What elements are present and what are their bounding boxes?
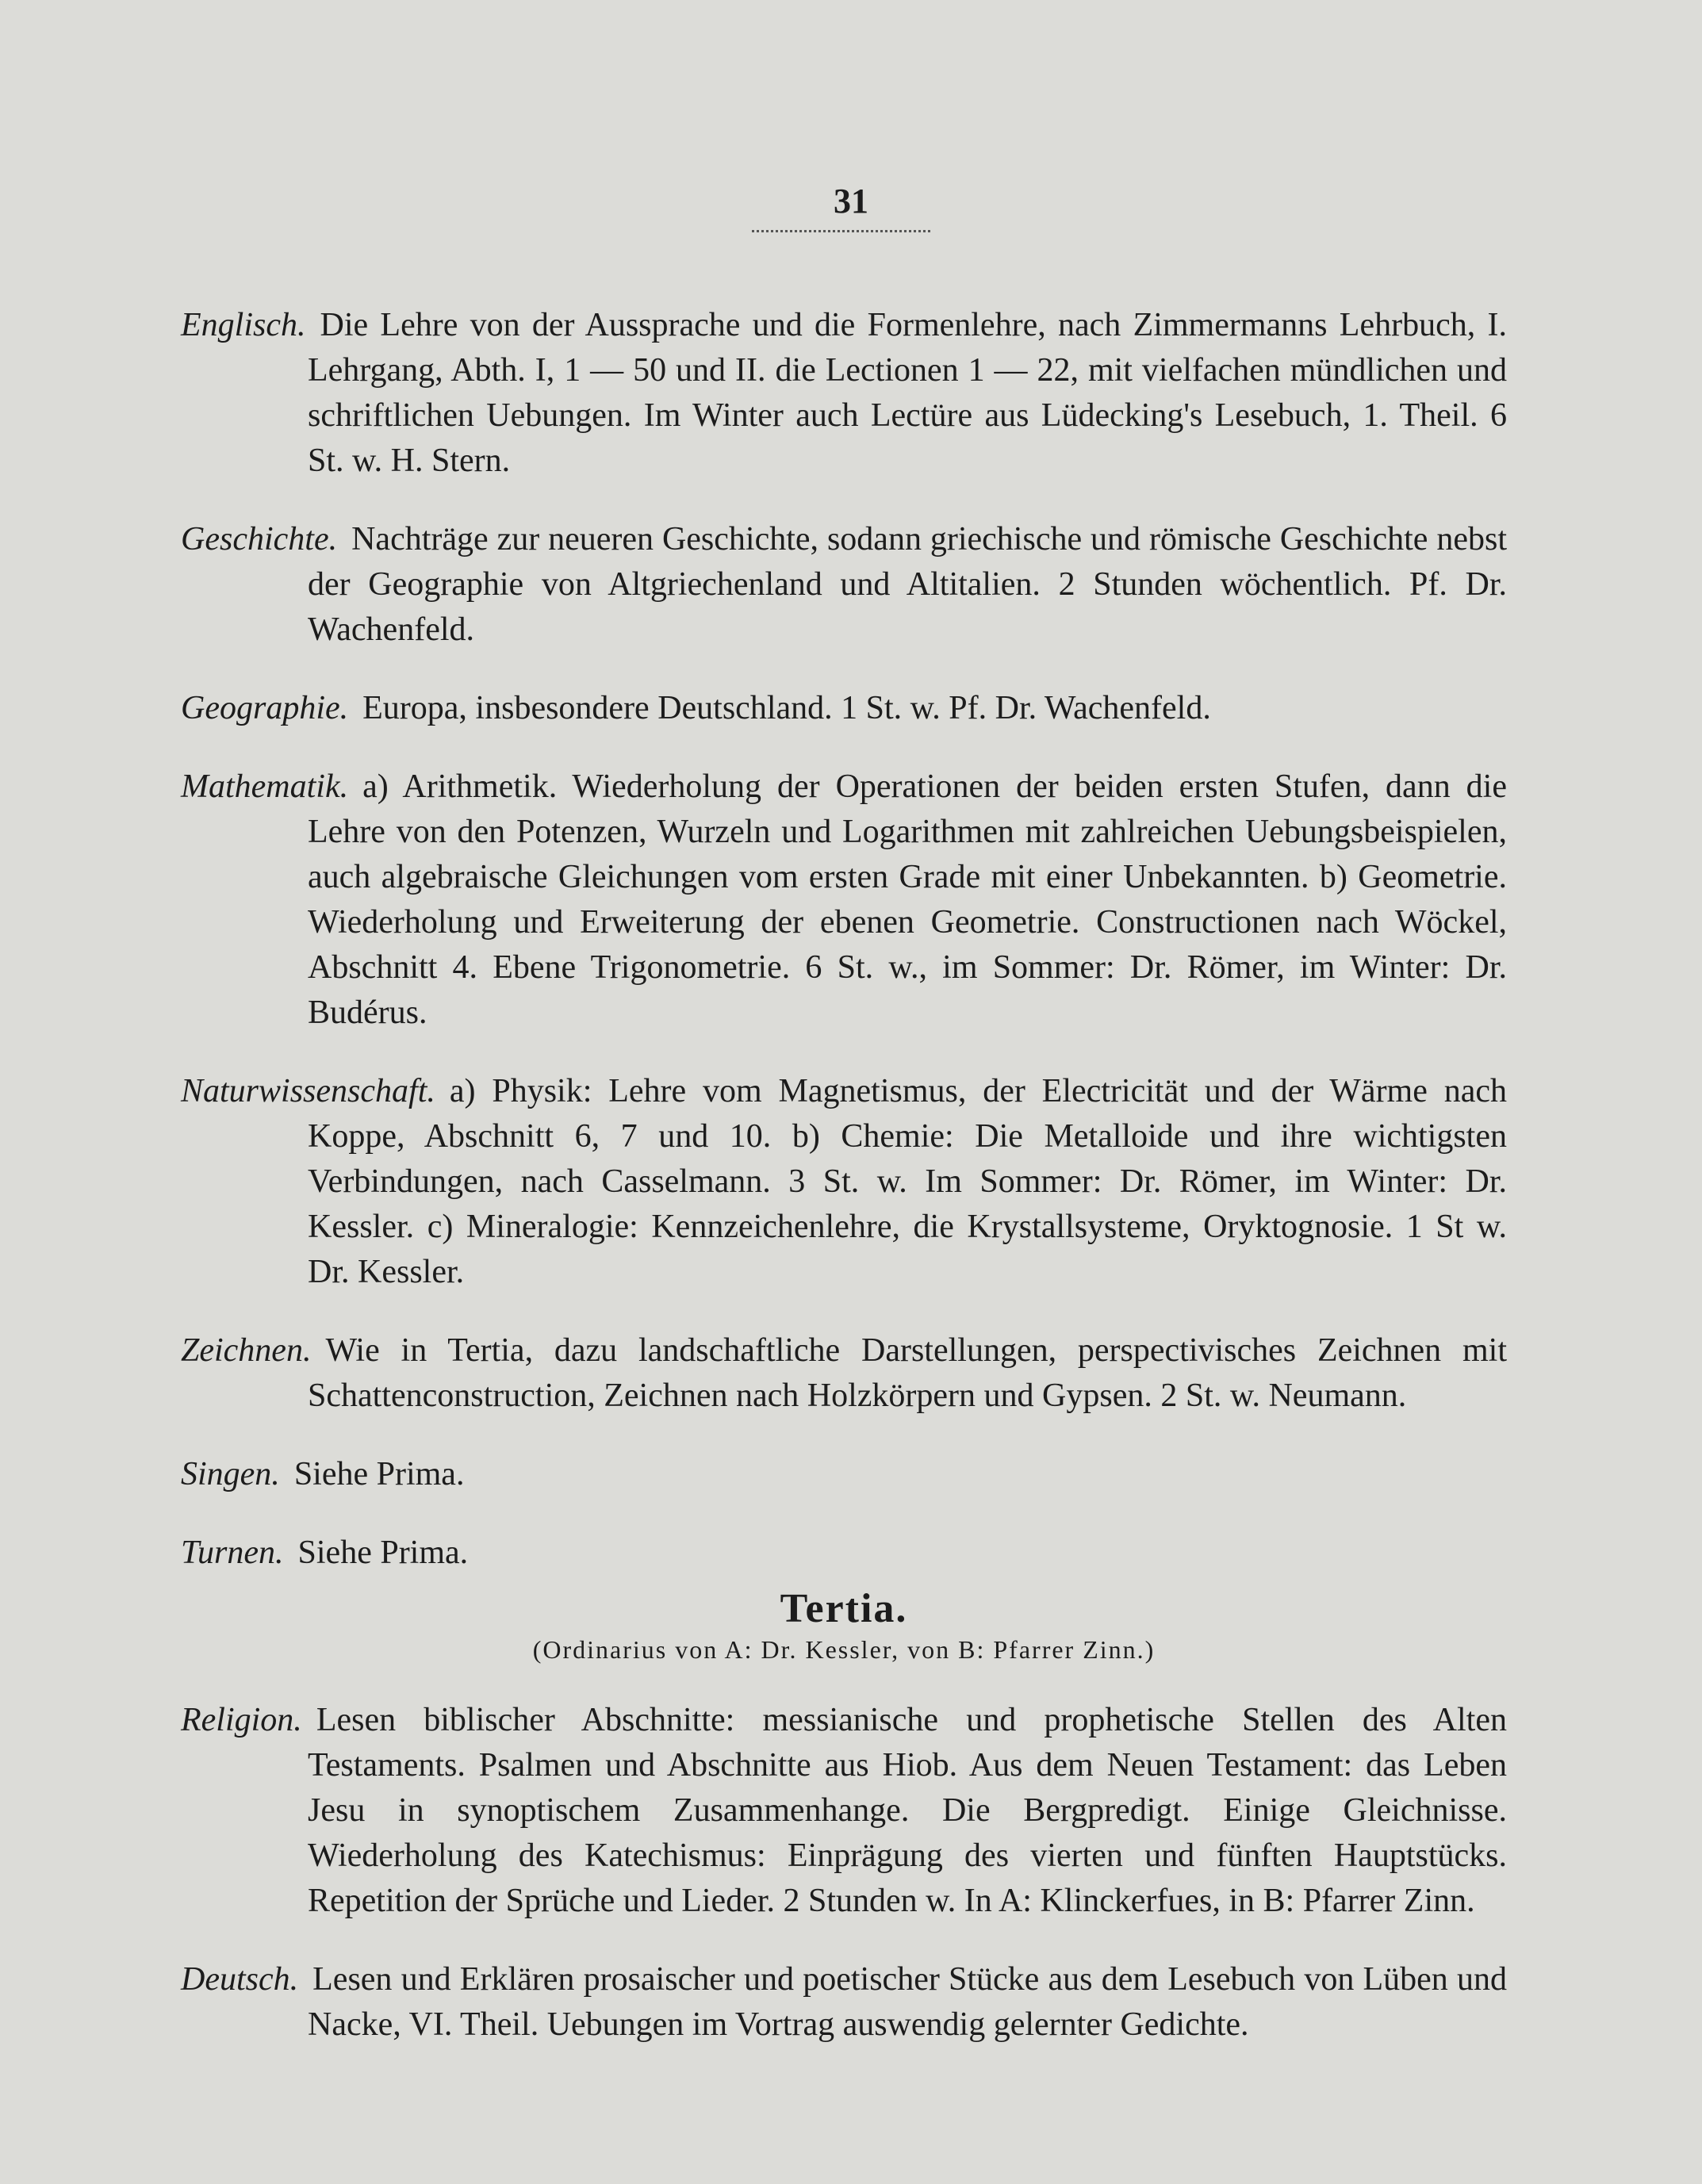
subject-name: Mathematik. bbox=[181, 768, 349, 805]
subject-text: Lesen biblischer Abschnitte: messianische und prophetische Stellen des Alten Testaments. Psalmen und Abschnitte aus Hiob. Aus dem Neuen Testament: das Leben Jesu in synoptischem Zusammenhange. Die Bergpredigt. Einige Gleichnisse. Wiederholung des Katechismus: Einprägung des vierten und fünften Hauptstücks. Repetition der Sprüche und Lieder. 2 Stunden w. In A: Klinckerfues, in B: Pfarrer Zinn. bbox=[308, 1702, 1507, 1919]
page-content bbox=[181, 270, 1507, 2057]
subject-text: a) Arithmetik. Wiederholung der Operationen der beiden ersten Stufen, dann die Lehre von den Potenzen, Wurzeln und Logarithmen mit zahlreichen Uebungsbeispielen, auch algebraische Gleichungen vom ersten Grade mit einer Unbekannten. b) Geometrie. Wiederholung und Erweiterung der ebenen Geometrie. Constructionen nach Wöckel, Abschnitt 4. Ebene Trigonometrie. 6 St. w., im Sommer: Dr. Römer, im Winter: Dr. Budérus. bbox=[308, 768, 1507, 1031]
subject-entry-zeichnen bbox=[181, 1328, 1507, 1419]
section-tertia-subjects bbox=[181, 1698, 1507, 2048]
section-subheading-ordinarius: (Ordinarius von A: Dr. Kessler, von B: Pfarrer Zinn.) bbox=[532, 1635, 1156, 1664]
subject-entry-deutsch bbox=[181, 1957, 1507, 2048]
subject-name: Religion. bbox=[181, 1702, 302, 1738]
subject-name: Zeichnen. bbox=[181, 1332, 312, 1369]
subject-text: Die Lehre von der Aussprache und die Formenlehre, nach Zimmermanns Lehrbuch, I. Lehrgang, Abth. I, 1 — 50 und II. die Lectionen 1 — 22, mit vielfachen mündlichen und schriftlichen Uebungen. Im Winter auch Lectüre aus Lüdecking's Lesebuch, 1. Theil. 6 St. w. H. Stern. bbox=[308, 307, 1507, 479]
subject-name: Geographie. bbox=[181, 690, 349, 726]
subject-text: a) Physik: Lehre vom Magnetismus, der Electricität und der Wärme nach Koppe, Abschnitt 6, 7 und 10. b) Chemie: Die Metalloide und ihre wichtigsten Verbindungen, nach Casselmann. 3 St. w. Im Sommer: Dr. Römer, im Winter: Dr. Kessler. c) Mineralogie: Kennzeichenlehre, die Krystallsysteme, Oryktognosie. 1 St w. Dr. Kessler. bbox=[308, 1073, 1507, 1290]
page-number: 31 bbox=[834, 182, 868, 220]
subject-entry-naturwissenschaft bbox=[181, 1069, 1507, 1295]
subject-text: Nachträge zur neueren Geschichte, sodann griechische und römische Geschichte nebst der Geographie von Altgriechenland und Altitalien. 2 Stunden wöchentlich. Pf. Dr. Wachenfeld. bbox=[308, 521, 1507, 648]
page-number-rule bbox=[752, 230, 930, 232]
subject-text: Wie in Tertia, dazu landschaftliche Darstellungen, perspectivisches Zeichnen mit Schattenconstruction, Zeichnen nach Holzkörpern und Gypsen. 2 St. w. Neumann. bbox=[308, 1332, 1507, 1414]
subject-name: Geschichte. bbox=[181, 521, 338, 557]
subject-text: Lesen und Erklären prosaischer und poetischer Stücke aus dem Lesebuch von Lüben und Nacke, VI. Theil. Uebungen im Vortrag auswendig gelernter Gedichte. bbox=[308, 1961, 1507, 2043]
subject-entry-englisch bbox=[181, 303, 1507, 484]
subject-entry-turnen bbox=[181, 1531, 1507, 1576]
subject-name: Naturwissenschaft. bbox=[181, 1073, 435, 1109]
subject-entry-geographie bbox=[181, 686, 1507, 731]
subject-entry-mathematik bbox=[181, 764, 1507, 1036]
section-heading-tertia: Tertia. bbox=[780, 1586, 908, 1631]
subject-name: Englisch. bbox=[181, 307, 306, 343]
subject-text: Siehe Prima. bbox=[297, 1535, 469, 1571]
subject-entry-geschichte bbox=[181, 517, 1507, 653]
subject-name: Turnen. bbox=[181, 1535, 284, 1571]
subject-name: Deutsch. bbox=[181, 1961, 299, 1998]
subject-entry-singen bbox=[181, 1452, 1507, 1497]
subject-name: Singen. bbox=[181, 1456, 280, 1492]
subject-entry-religion bbox=[181, 1698, 1507, 1924]
subject-text: Siehe Prima. bbox=[293, 1456, 465, 1492]
section-sekunda-subjects bbox=[181, 303, 1507, 1576]
subject-text: Europa, insbesondere Deutschland. 1 St. w. Pf. Dr. Wachenfeld. bbox=[362, 690, 1211, 726]
